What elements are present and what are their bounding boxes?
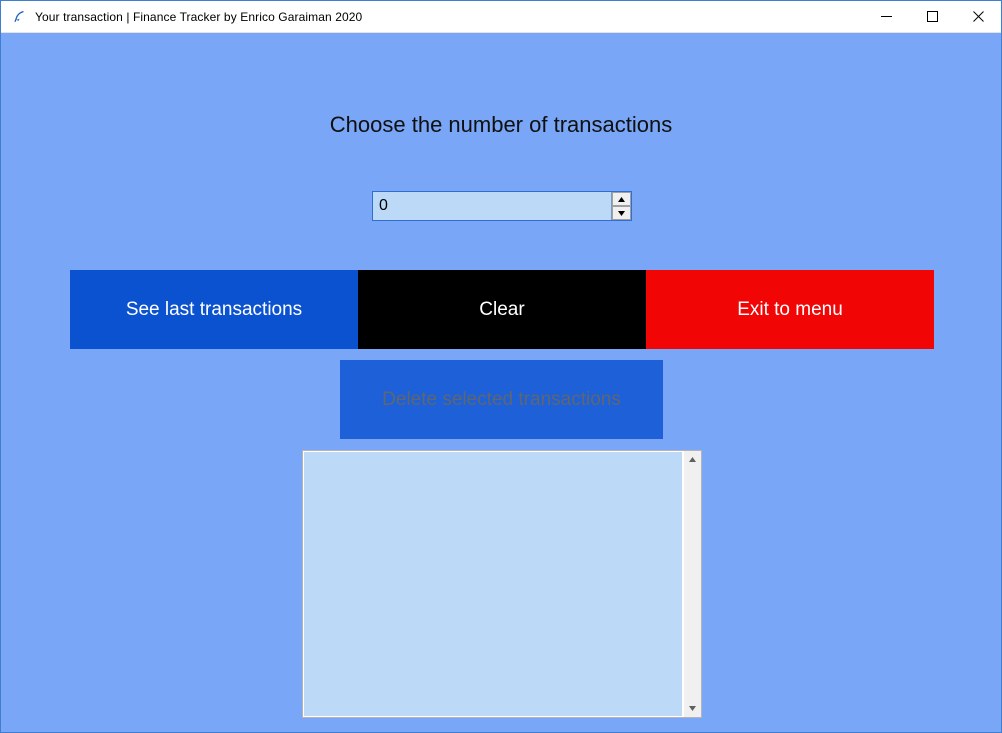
scrollbar-track[interactable] [684, 468, 701, 700]
minimize-icon[interactable] [863, 1, 909, 32]
transactions-list-area[interactable] [303, 451, 683, 717]
transaction-count-spinbox[interactable] [372, 191, 632, 221]
delete-selected-transactions-button[interactable]: Delete selected transactions [340, 360, 663, 439]
title-bar[interactable] [1, 1, 1001, 33]
maximize-icon[interactable] [909, 1, 955, 32]
spin-down-icon[interactable] [612, 206, 631, 220]
window-title: Your transaction | Finance Tracker by Enrico Garaiman 2020 [35, 9, 363, 24]
exit-to-menu-button[interactable]: Exit to menu [646, 270, 934, 349]
see-last-transactions-button[interactable]: See last transactions [70, 270, 358, 349]
page-title: Choose the number of transactions [329, 112, 673, 137]
app-feather-icon [11, 9, 27, 25]
action-button-row [70, 270, 934, 349]
scroll-down-icon[interactable] [684, 700, 701, 717]
scroll-up-icon[interactable] [684, 451, 701, 468]
listbox-scrollbar[interactable] [683, 451, 701, 717]
close-icon[interactable] [955, 1, 1001, 32]
transactions-listbox[interactable] [302, 450, 702, 718]
client-area [1, 33, 1001, 732]
spinbox-buttons [611, 192, 631, 220]
spin-up-icon[interactable] [612, 192, 631, 206]
transaction-count-input[interactable] [373, 192, 611, 220]
clear-button[interactable]: Clear [358, 270, 646, 349]
window-controls [863, 1, 1001, 32]
